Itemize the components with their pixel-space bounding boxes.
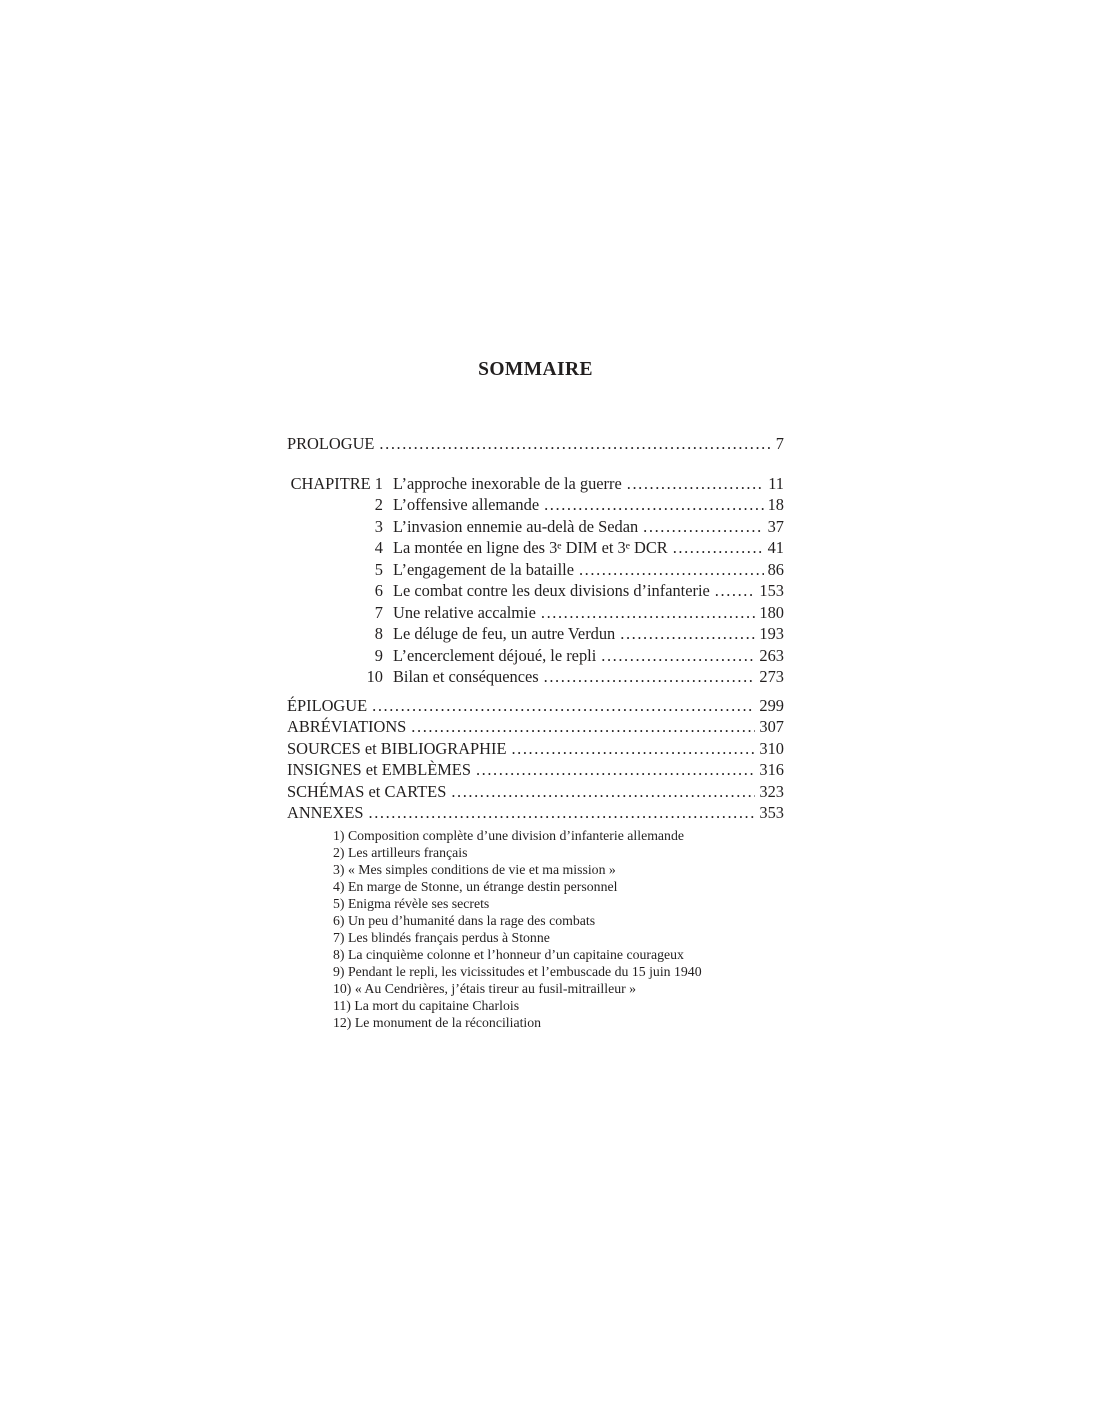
dot-leader xyxy=(511,738,755,760)
dot-leader xyxy=(541,602,756,624)
chapter-title: Bilan et conséquences xyxy=(393,667,539,686)
annex-item: 11) La mort du capitaine Charlois xyxy=(333,997,520,1013)
entry-label: ANNEXES xyxy=(287,803,364,822)
chapter-title: Le déluge de feu, un autre Verdun xyxy=(393,624,616,643)
chapter-title: La montée en ligne des 3ᵉ DIM et 3ᵉ DCR xyxy=(393,538,668,557)
toc-row-chapter xyxy=(287,473,784,495)
toc-row-section xyxy=(287,802,784,824)
dot-leader xyxy=(643,516,763,538)
annex-item: 4) En marge de Stonne, un étrange destin personnel xyxy=(333,878,618,894)
page-number: 193 xyxy=(759,624,784,643)
toc-row-chapter xyxy=(287,580,784,602)
annex-item: 12) Le monument de la réconciliation xyxy=(333,1014,542,1030)
dot-leader xyxy=(715,580,756,602)
dot-leader xyxy=(620,623,755,645)
dot-leader xyxy=(601,645,755,667)
dot-leader xyxy=(451,781,755,803)
page-number: 18 xyxy=(767,495,784,514)
dot-leader xyxy=(372,695,755,717)
page-number: 273 xyxy=(759,667,784,686)
annex-item: 8) La cinquième colonne et l’honneur d’un capitaine courageux xyxy=(333,946,684,962)
annex-item: 5) Enigma révèle ses secrets xyxy=(333,895,490,911)
chapter-title: L’approche inexorable de la guerre xyxy=(393,473,622,493)
dot-leader xyxy=(379,433,771,455)
chapter-number: 2 xyxy=(374,495,383,514)
toc-row-section xyxy=(287,759,784,781)
toc-row-chapter xyxy=(287,516,784,538)
chapter-title: L’invasion ennemie au-delà de Sedan xyxy=(393,516,639,536)
chapter-title: L’engagement de la bataille xyxy=(393,559,574,579)
chapter-number: 4 xyxy=(374,538,383,557)
chapter-number: CHAPITRE 1 xyxy=(290,473,383,493)
page-number: 37 xyxy=(767,516,784,536)
annex-item: 10) « Au Cendrières, j’étais tireur au fusil-mitrailleur » xyxy=(333,980,637,996)
page-number: 310 xyxy=(759,738,784,758)
annex-list xyxy=(287,827,784,1031)
dot-leader xyxy=(369,802,756,824)
chapter-title: Une relative accalmie xyxy=(393,602,536,622)
chapter-number: 10 xyxy=(366,667,383,686)
toc-row-chapter xyxy=(287,602,784,624)
chapter-list xyxy=(287,473,784,688)
page-number: 7 xyxy=(775,434,784,453)
page-number: 323 xyxy=(759,781,784,801)
annex-item: 9) Pendant le repli, les vicissitudes et l’embuscade du 15 juin 1940 xyxy=(333,963,702,979)
page-number: 180 xyxy=(759,602,784,622)
chapter-number: 8 xyxy=(374,624,383,643)
chapter-number: 9 xyxy=(374,645,383,665)
chapter-title: Le combat contre les deux divisions d’infanterie xyxy=(393,581,710,600)
toc-row-section xyxy=(287,738,784,760)
page-title: SOMMAIRE xyxy=(478,359,593,380)
dot-leader xyxy=(411,716,755,738)
entry-label: PROLOGUE xyxy=(287,434,375,453)
dot-leader xyxy=(627,473,764,495)
chapter-number: 7 xyxy=(374,602,383,622)
page-number: 307 xyxy=(759,717,784,736)
chapter-number: 5 xyxy=(374,559,383,579)
page-number: 263 xyxy=(759,645,784,665)
annex-item: 1) Composition complète d’une division d’infanterie allemande xyxy=(333,827,684,843)
toc-row-section xyxy=(287,781,784,803)
entry-label: ÉPILOGUE xyxy=(287,695,368,715)
chapter-number: 3 xyxy=(374,516,383,536)
dot-leader xyxy=(544,666,756,688)
page-number: 86 xyxy=(767,559,784,579)
table-of-contents xyxy=(287,358,784,1031)
page-number: 153 xyxy=(759,581,784,600)
toc-row-chapter xyxy=(287,537,784,559)
toc-row-chapter xyxy=(287,559,784,581)
dot-leader xyxy=(544,494,764,516)
toc-row-section xyxy=(287,716,784,738)
toc-row-prologue xyxy=(287,433,784,455)
annex-item: 2) Les artilleurs français xyxy=(333,844,468,860)
toc-row-section xyxy=(287,695,784,717)
annex-item: 7) Les blindés français perdus à Stonne xyxy=(333,929,550,945)
dot-leader xyxy=(476,759,755,781)
chapter-title: L’encerclement déjoué, le repli xyxy=(393,645,597,665)
toc-row-chapter xyxy=(287,666,784,688)
annex-item: 3) « Mes simples conditions de vie et ma mission » xyxy=(333,861,616,877)
section-list xyxy=(287,695,784,824)
page-number: 353 xyxy=(759,803,784,822)
chapter-number: 6 xyxy=(374,581,383,600)
chapter-title: L’offensive allemande xyxy=(393,495,540,514)
toc-row-chapter xyxy=(287,494,784,516)
page-number: 11 xyxy=(768,473,784,493)
toc-row-chapter xyxy=(287,623,784,645)
page-number: 299 xyxy=(759,695,784,715)
dot-leader xyxy=(673,537,764,559)
entry-label: ABRÉVIATIONS xyxy=(287,717,407,736)
entry-label: INSIGNES et EMBLÈMES xyxy=(287,760,471,779)
dot-leader xyxy=(579,559,764,581)
page-number: 316 xyxy=(759,760,784,779)
page-number: 41 xyxy=(767,538,784,557)
entry-label: SOURCES et BIBLIOGRAPHIE xyxy=(287,738,507,758)
entry-label: SCHÉMAS et CARTES xyxy=(287,781,447,801)
toc-row-chapter xyxy=(287,645,784,667)
annex-item: 6) Un peu d’humanité dans la rage des combats xyxy=(333,912,596,928)
